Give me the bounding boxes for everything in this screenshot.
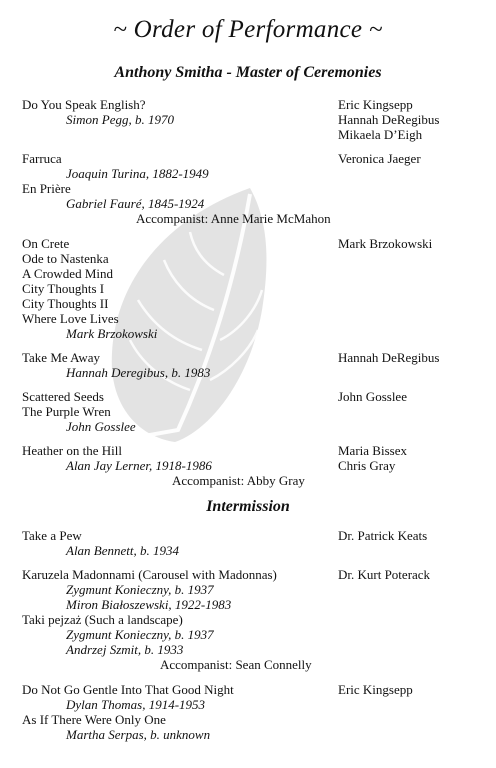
piece-title: Do You Speak English?	[22, 97, 146, 112]
piece-title: Taki pejzaż (Such a landscape)	[22, 612, 183, 627]
piece-title: Scattered Seeds	[22, 389, 104, 404]
performer: Chris Gray	[338, 458, 396, 473]
composer: Martha Serpas, b. unknown	[66, 727, 211, 742]
composer: Gabriel Fauré, 1845-1924	[66, 196, 205, 211]
composer: Andrzej Szmit, b. 1933	[66, 642, 184, 657]
intermission-heading: Intermission	[206, 498, 290, 515]
piece-title: En Prière	[22, 181, 71, 196]
piece-title: Karuzela Madonnami (Carousel with Madonnas)	[22, 567, 277, 582]
composer: Zygmunt Konieczny, b. 1937	[66, 627, 214, 642]
performer: John Gosslee	[338, 389, 407, 404]
performer: Eric Kingsepp	[338, 682, 413, 697]
composer: John Gosslee	[66, 419, 136, 434]
piece-title: Heather on the Hill	[22, 443, 122, 458]
composer: Hannah Deregibus, b. 1983	[66, 365, 211, 380]
performer: Hannah DeRegibus	[338, 350, 440, 365]
master-of-ceremonies: Anthony Smitha - Master of Ceremonies	[114, 64, 382, 81]
composer: Zygmunt Konieczny, b. 1937	[66, 582, 214, 597]
piece-title: City Thoughts II	[22, 296, 109, 311]
piece-title: Take a Pew	[22, 528, 82, 543]
composer: Alan Bennett, b. 1934	[66, 543, 180, 558]
performer: Mikaela D’Eigh	[338, 127, 423, 142]
piece-title: The Purple Wren	[22, 404, 111, 419]
piece-title: Ode to Nastenka	[22, 251, 109, 266]
performer: Dr. Patrick Keats	[338, 528, 428, 543]
performer: Dr. Kurt Poterack	[338, 567, 431, 582]
performer: Eric Kingsepp	[338, 97, 413, 112]
composer: Mark Brzokowski	[66, 326, 158, 341]
piece-title: On Crete	[22, 236, 70, 251]
piece-title: Where Love Lives	[22, 311, 119, 326]
composer: Dylan Thomas, 1914-1953	[66, 697, 206, 712]
composer: Joaquin Turina, 1882-1949	[66, 166, 209, 181]
performer: Maria Bissex	[338, 443, 407, 458]
accompanist: Accompanist: Sean Connelly	[160, 657, 312, 672]
performer: Hannah DeRegibus	[338, 112, 440, 127]
piece-title: City Thoughts I	[22, 281, 105, 296]
composer: Alan Jay Lerner, 1918-1986	[66, 458, 212, 473]
performer: Veronica Jaeger	[338, 151, 421, 166]
piece-title: A Crowded Mind	[22, 266, 113, 281]
accompanist: Accompanist: Abby Gray	[172, 473, 305, 488]
performer: Mark Brzokowski	[338, 236, 433, 251]
page-title: ~ Order of Performance ~	[113, 16, 383, 43]
piece-title: Do Not Go Gentle Into That Good Night	[22, 682, 234, 697]
piece-title: Farruca	[22, 151, 62, 166]
accompanist: Accompanist: Anne Marie McMahon	[136, 211, 331, 226]
composer: Simon Pegg, b. 1970	[66, 112, 174, 127]
piece-title: Take Me Away	[22, 350, 101, 365]
piece-title: As If There Were Only One	[22, 712, 166, 727]
composer: Miron Białoszewski, 1922-1983	[66, 597, 232, 612]
